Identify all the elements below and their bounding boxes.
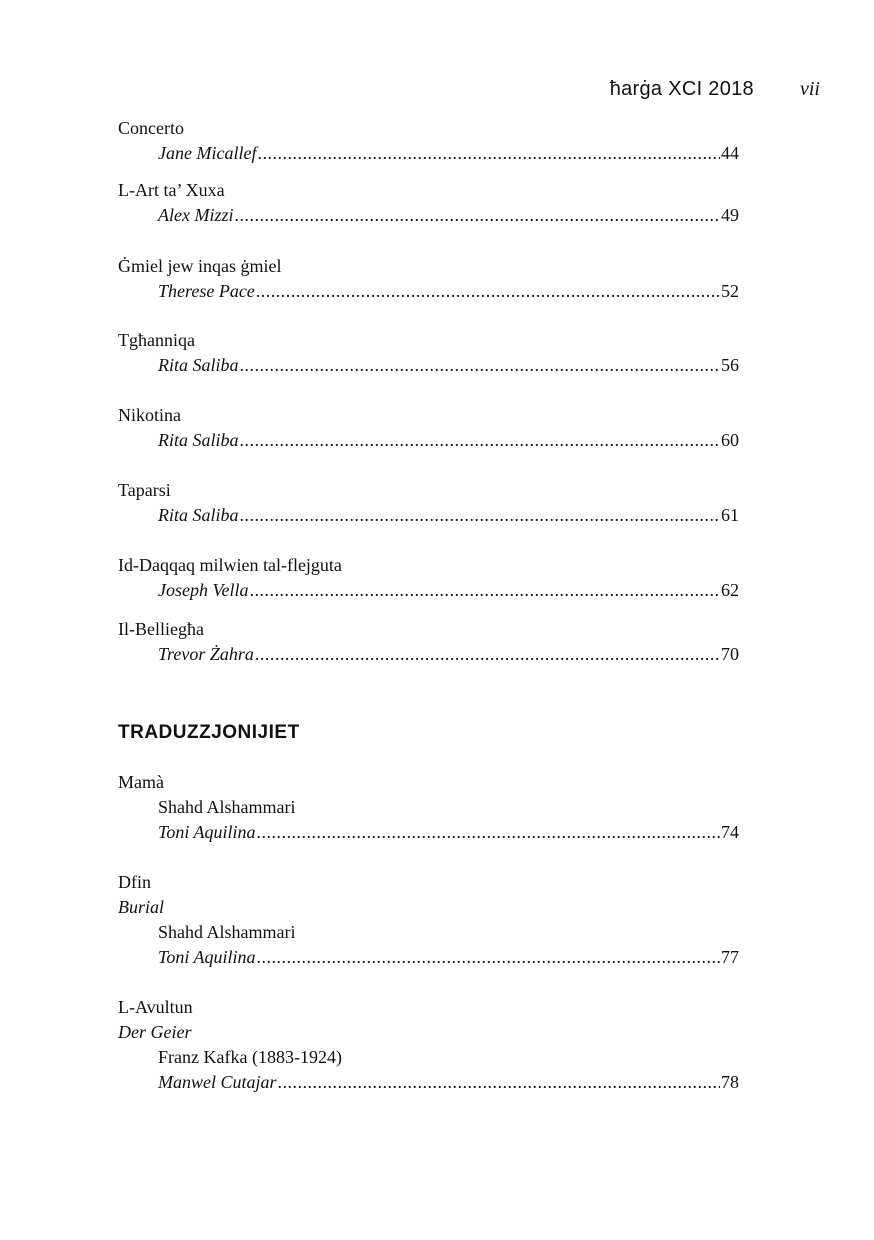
dot-leader: [257, 820, 720, 844]
dot-leader: [249, 578, 720, 602]
section-heading: TRADUZZJONIJIET: [118, 722, 300, 743]
entry-page: 56: [721, 355, 739, 375]
translator: Manwel Cutajar: [158, 1072, 277, 1092]
entry-author: Rita Saliba: [158, 505, 239, 525]
entry-title: Il-Belliegħa: [118, 619, 204, 639]
entry-page: 62: [721, 580, 739, 600]
dot-leader: [278, 1070, 720, 1094]
entry-author: Jane Micallef: [158, 143, 257, 163]
entry-title: Ġmiel jew inqas ġmiel: [118, 256, 282, 276]
entry-title: Id-Daqqaq milwien tal-flejguta: [118, 555, 342, 575]
entry-author: Trevor Żahra: [158, 644, 254, 664]
original-author: Shahd Alshammari: [158, 797, 296, 817]
dot-leader: [257, 141, 720, 165]
dot-leader: [240, 428, 721, 452]
entry-page: 61: [721, 505, 739, 525]
entry-row: [158, 353, 739, 377]
entry-page: 52: [721, 281, 739, 301]
entry-row: [158, 642, 739, 666]
dot-leader: [240, 353, 721, 377]
entry-title: L-Art ta’ Xuxa: [118, 180, 225, 200]
entry-author: Therese Pace: [158, 281, 255, 301]
entry-row: [158, 279, 739, 303]
entry-author: Joseph Vella: [158, 580, 249, 600]
dot-leader: [234, 203, 720, 227]
entry-author: Alex Mizzi: [158, 205, 234, 225]
translation-title: L-Avultun: [118, 997, 193, 1017]
entry-row: [158, 428, 739, 452]
entry-page: 74: [721, 822, 739, 842]
entry-title: Nikotina: [118, 405, 181, 425]
header-page-number: vii: [800, 78, 820, 100]
dot-leader: [256, 279, 720, 303]
original-author: Shahd Alshammari: [158, 922, 296, 942]
entry-page: 60: [721, 430, 739, 450]
entry-title: Concerto: [118, 118, 184, 138]
entry-row: [158, 1070, 739, 1094]
header-title: ħarġa XCI 2018: [609, 78, 754, 100]
original-author: Franz Kafka (1883-1924): [158, 1047, 342, 1067]
entry-page: 78: [721, 1072, 739, 1092]
entry-row: [158, 503, 739, 527]
entry-author: Rita Saliba: [158, 430, 239, 450]
entry-row: [158, 945, 739, 969]
original-title: Der Geier: [118, 1022, 192, 1042]
entry-row: [158, 578, 739, 602]
entry-row: [158, 203, 739, 227]
entry-page: 77: [721, 947, 739, 967]
entry-title: Tgħanniqa: [118, 330, 195, 350]
translator: Toni Aquilina: [158, 822, 256, 842]
entry-row: [158, 141, 739, 165]
dot-leader: [240, 503, 721, 527]
translator: Toni Aquilina: [158, 947, 256, 967]
translation-title: Mamà: [118, 772, 164, 792]
original-title: Burial: [118, 897, 165, 917]
entry-page: 44: [721, 143, 739, 163]
dot-leader: [255, 642, 720, 666]
dot-leader: [257, 945, 720, 969]
running-header: [610, 78, 820, 101]
entry-row: [158, 820, 739, 844]
entry-page: 49: [721, 205, 739, 225]
translation-title: Dfin: [118, 872, 151, 892]
entry-page: 70: [721, 644, 739, 664]
entry-title: Taparsi: [118, 480, 171, 500]
entry-author: Rita Saliba: [158, 355, 239, 375]
